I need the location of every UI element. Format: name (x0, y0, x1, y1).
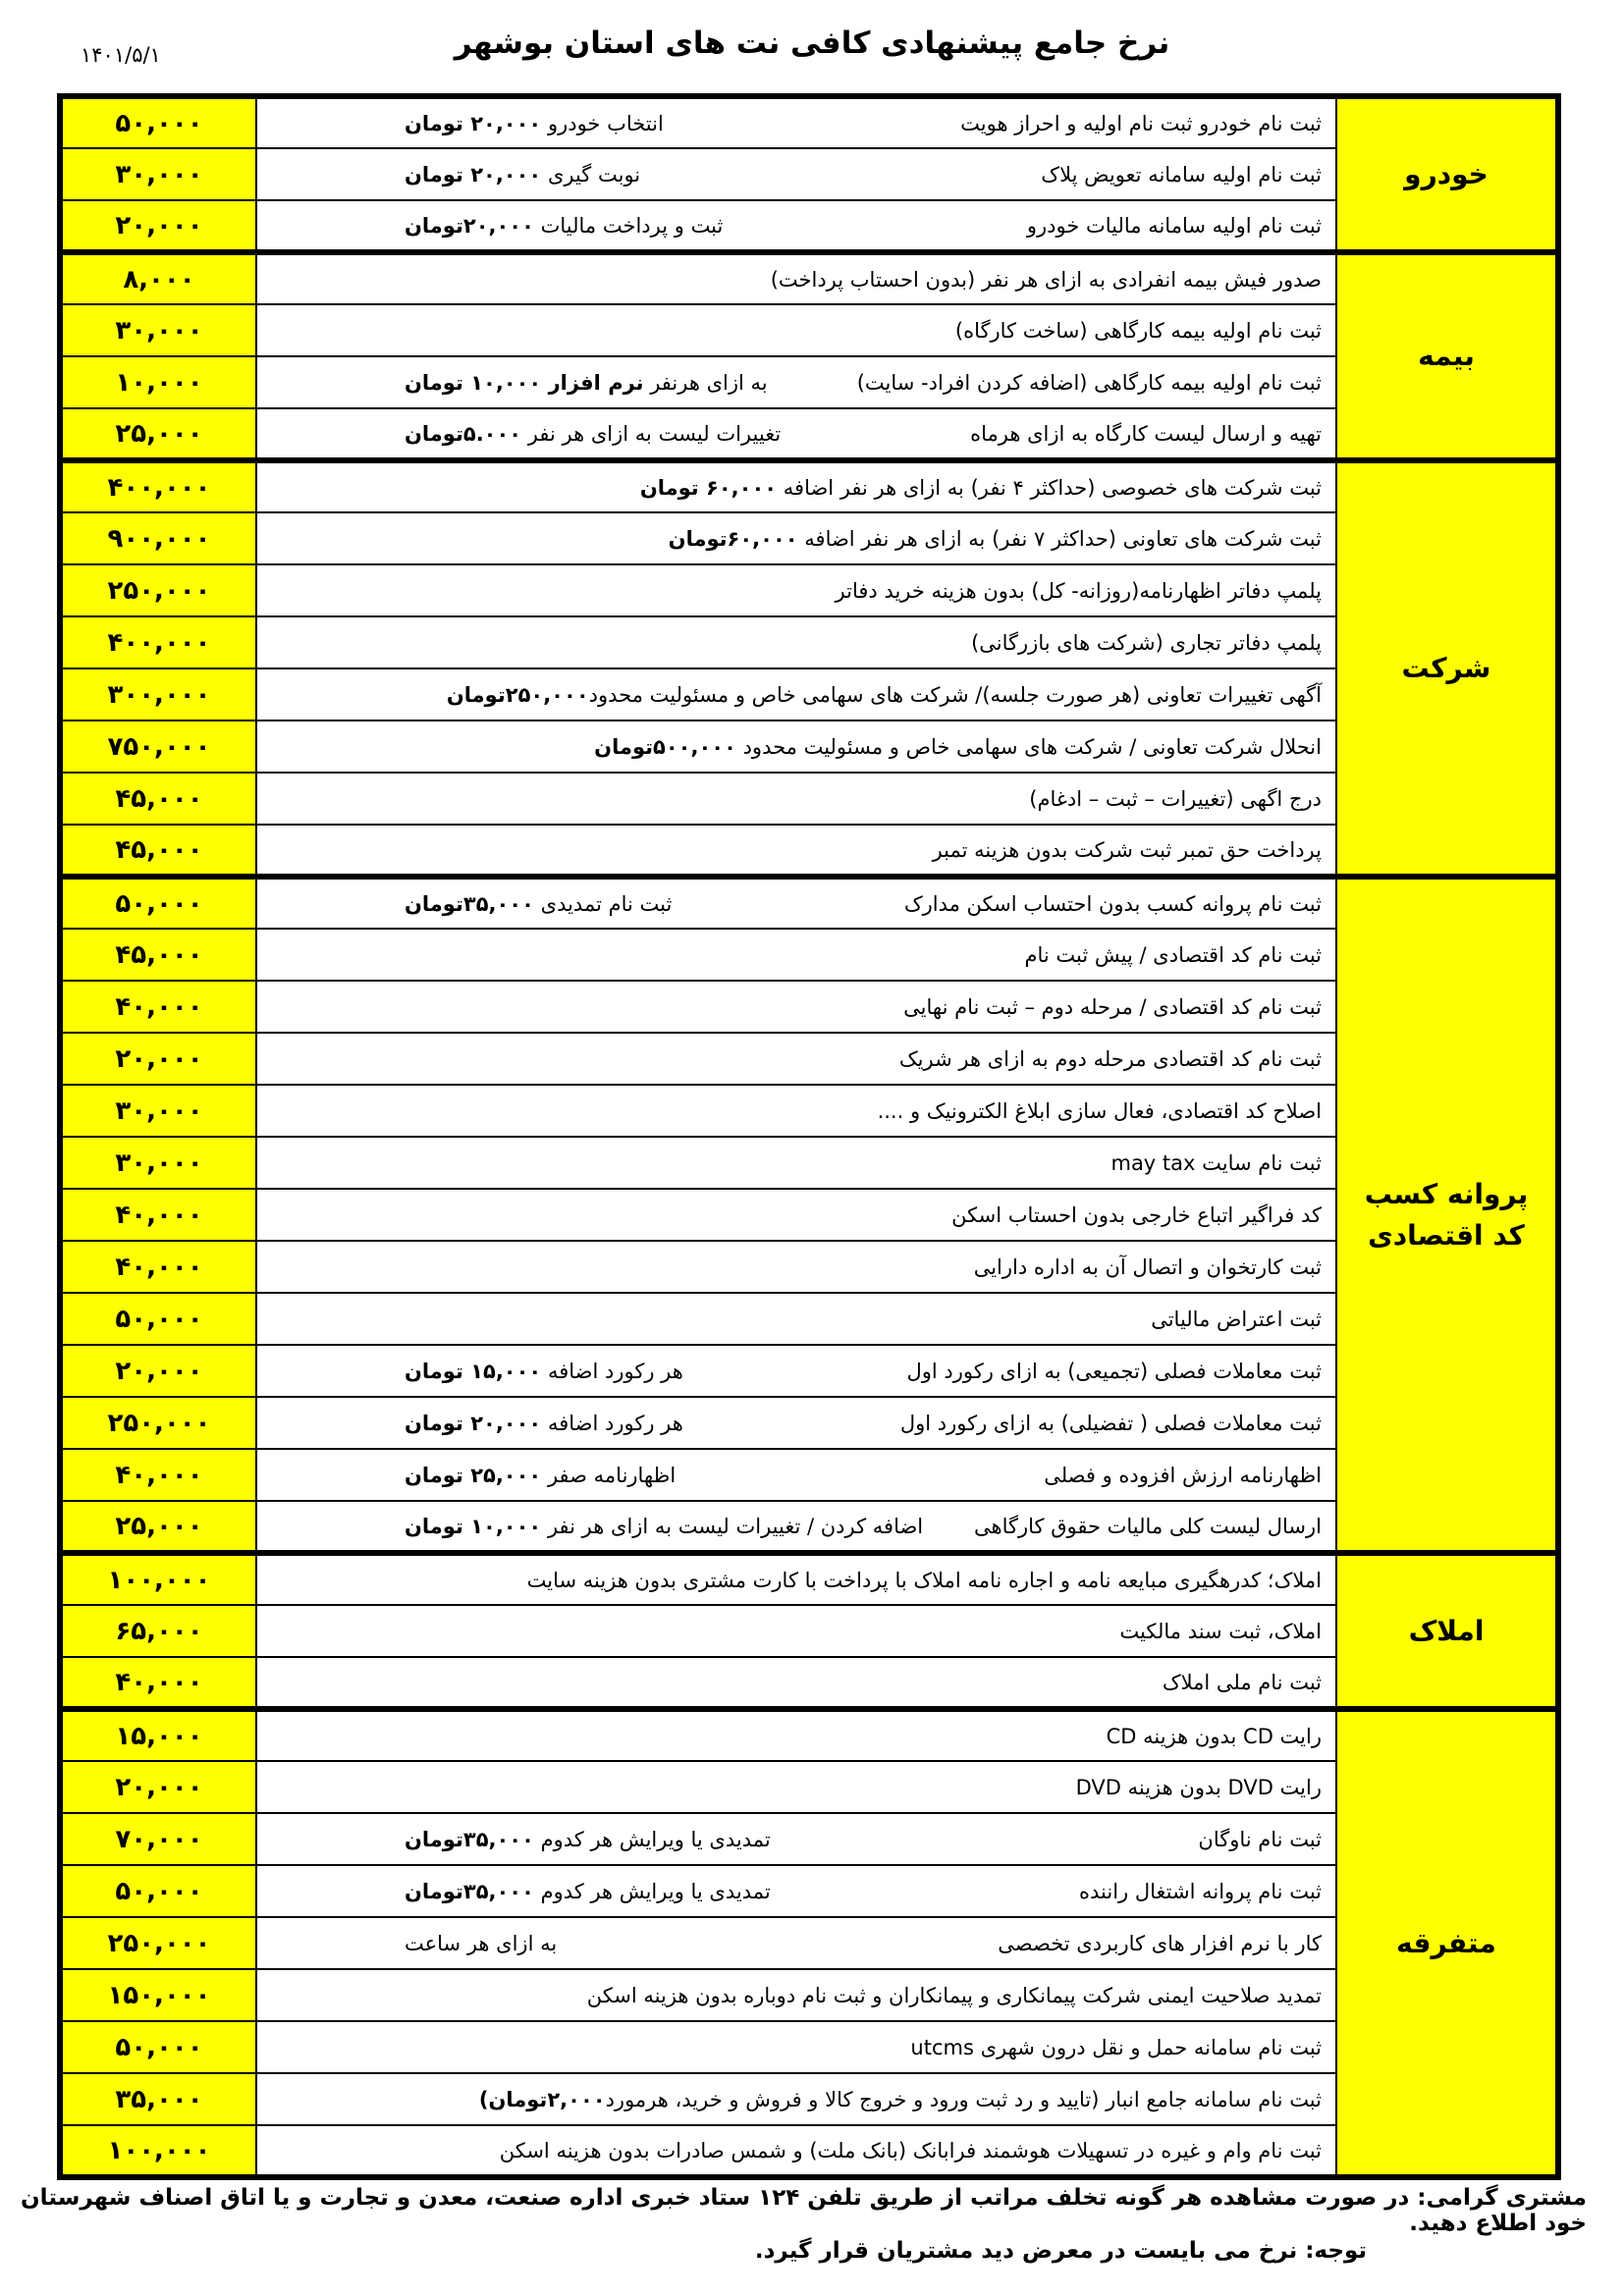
price-cell: ۳۰,۰۰۰ (60, 1085, 256, 1137)
table-row (60, 1605, 1558, 1657)
table-row (60, 1709, 1558, 1761)
table-row (60, 304, 1558, 356)
service-text: ثبت نام پروانه اشتغال راننده (1079, 1879, 1322, 1903)
table-row (60, 1657, 1558, 1709)
service-description (1027, 214, 1322, 238)
price-table (57, 93, 1561, 2180)
service-text: املاک؛ کدرهگیری مبایعه نامه و اجاره نامه املاک با پرداخت با کارت مشتری بدون هزینه سایت (526, 1568, 1322, 1592)
service-text: هر رکورد اضافه (541, 1411, 683, 1435)
table-row (60, 877, 1558, 929)
table-row (60, 1813, 1558, 1865)
service-text: تمدیدی یا ویرایش هر کدوم (533, 1879, 771, 1903)
service-description (479, 2088, 1322, 2111)
price-cell: ۵۰,۰۰۰ (60, 1293, 256, 1345)
service-text: تمدید صلاحیت ایمنی شرکت پیمانکاری و پیمانکاران و ثبت نام دوباره بدون هزینه اسکن (586, 1983, 1322, 2007)
service-description-cell (256, 1085, 1336, 1137)
service-description (974, 1255, 1322, 1279)
service-description (1163, 1671, 1322, 1694)
service-text: ثبت معاملات فصلی ( تفضیلی) به ازای رکورد اول (899, 1411, 1322, 1435)
table-row (60, 460, 1558, 512)
category-cell (1336, 460, 1558, 877)
service-text: اضافه کردن / تغییرات لیست به ازای هر نفر (541, 1514, 924, 1538)
service-description (1198, 1828, 1322, 1851)
table-row (60, 2073, 1558, 2125)
price-note (405, 163, 640, 187)
table-row (60, 1189, 1558, 1241)
table-row (60, 2125, 1558, 2177)
service-text: ثبت نام کد اقتصادی مرحله دوم به ازای هر شریک (898, 1046, 1322, 1071)
service-text: به ازای هر ساعت (405, 1931, 558, 1955)
service-description-cell (256, 1345, 1336, 1397)
service-description-cell (256, 1865, 1336, 1917)
service-text: پرداخت حق تمبر ثبت شرکت بدون هزینه تمبر (932, 837, 1322, 862)
service-description-cell (256, 1969, 1336, 2021)
price-cell: ۴۵,۰۰۰ (60, 773, 256, 825)
price-cell: ۲۵۰,۰۰۰ (60, 1397, 256, 1449)
price-cell: ۲۵,۰۰۰ (60, 1501, 256, 1553)
service-description-cell (256, 929, 1336, 981)
price-cell: ۴۵,۰۰۰ (60, 929, 256, 981)
price-note (405, 422, 781, 446)
price-note (405, 1360, 683, 1383)
table-row (60, 96, 1558, 148)
service-text: پلمپ دفاتر اظهارنامه(روزانه- کل) بدون هزینه خرید دفاتر (835, 578, 1322, 603)
service-description (1041, 163, 1322, 187)
service-description (955, 319, 1322, 343)
service-description (933, 838, 1322, 862)
category-label: کد اقتصادی (1368, 1218, 1525, 1252)
price-cell: ۲۵۰,۰۰۰ (60, 1917, 256, 1969)
service-text: انحلال شرکت تعاونی / شرکت های سهامی خاص و مسئولیت محدود (735, 734, 1322, 759)
price-note-bold-text: ۶۰,۰۰۰ تومان (639, 475, 778, 500)
price-note-bold-text: ۲۰,۰۰۰تومان (405, 213, 534, 238)
price-note-bold-text: ۲۰,۰۰۰ تومان (405, 162, 542, 187)
table-row (60, 981, 1558, 1033)
price-note-bold-text: ۳۵,۰۰۰تومان (405, 1879, 534, 1903)
service-text: ثبت شرکت های تعاونی (حداکثر ۷ نفر) به ازای هر نفر اضافه (797, 526, 1322, 551)
service-text: ثبت نام اولیه بیمه کارگاهی (ساخت کارگاه) (954, 318, 1322, 343)
price-cell: ۲۰,۰۰۰ (60, 1345, 256, 1397)
service-description-cell (256, 877, 1336, 929)
footer-note-display: توجه: نرخ می بایست در معرض دید مشتریان قرار گیرد. (754, 2238, 1367, 2264)
service-text: انتخاب خودرو (541, 111, 664, 135)
price-cell: ۳۰,۰۰۰ (60, 1137, 256, 1189)
service-description (594, 735, 1322, 759)
table-row (60, 1449, 1558, 1501)
price-table-body (60, 96, 1558, 2177)
price-cell: ۳۵,۰۰۰ (60, 2073, 256, 2125)
service-description (878, 1099, 1322, 1123)
price-cell: ۴۰۰,۰۰۰ (60, 460, 256, 512)
service-description-cell (256, 1189, 1336, 1241)
service-description-cell (256, 356, 1336, 408)
service-description (974, 1515, 1322, 1538)
table-row (60, 1501, 1558, 1553)
service-text: تمدیدی یا ویرایش هر کدوم (533, 1827, 771, 1851)
table-row (60, 1397, 1558, 1449)
price-cell: ۲۰,۰۰۰ (60, 1033, 256, 1085)
service-description (971, 631, 1322, 655)
table-row (60, 1085, 1558, 1137)
rate-table-container (63, 93, 1561, 2180)
service-description (1044, 1464, 1322, 1487)
category-cell (1336, 877, 1558, 1553)
service-description-cell (256, 96, 1336, 148)
service-description (900, 1412, 1322, 1435)
service-text: ثبت نام کد اقتصادی / پیش ثبت نام (1024, 942, 1322, 967)
service-text: ثبت نام اولیه سامانه تعویض پلاک (1041, 162, 1322, 187)
service-description (1151, 1308, 1322, 1331)
table-row (60, 1241, 1558, 1293)
service-text: ثبت شرکت های خصوصی (حداکثر ۴ نفر) به ازای هر نفر اضافه (777, 475, 1322, 500)
service-description (836, 579, 1322, 603)
service-description-cell (256, 1137, 1336, 1189)
table-row (60, 721, 1558, 773)
price-note-bold-text: نرم افزار ۱۰,۰۰۰ تومان (405, 370, 644, 395)
price-cell: ۴۰,۰۰۰ (60, 1189, 256, 1241)
price-note-bold-text: ۵۰۰,۰۰۰تومان (594, 734, 736, 759)
table-row (60, 148, 1558, 200)
service-text: رایت CD بدون هزینه CD (1106, 1724, 1322, 1748)
service-text: رایت DVD بدون هزینه DVD (1075, 1775, 1322, 1799)
table-row (60, 1865, 1558, 1917)
service-text: کار با نرم افزار های کاربردی تخصصی (998, 1931, 1322, 1955)
price-cell: ۲۰,۰۰۰ (60, 200, 256, 252)
service-text: ثبت نام تمدیدی (533, 891, 673, 916)
service-description (1110, 1151, 1322, 1175)
service-description-cell (256, 148, 1336, 200)
price-cell: ۱۰۰,۰۰۰ (60, 1553, 256, 1605)
service-text: هر رکورد اضافه (541, 1359, 683, 1383)
price-note-bold-text: ۳۵,۰۰۰تومان (405, 891, 534, 916)
table-row (60, 356, 1558, 408)
table-row (60, 1553, 1558, 1605)
service-description (1107, 1725, 1322, 1748)
table-row (60, 1917, 1558, 1969)
service-description-cell (256, 2021, 1336, 2073)
table-row (60, 1969, 1558, 2021)
page-title: نرخ جامع پیشنهادی کافی نت های استان بوشهر (454, 26, 1170, 61)
service-description (640, 476, 1322, 500)
table-row (60, 929, 1558, 981)
service-description (899, 1047, 1322, 1071)
price-cell: ۲۰,۰۰۰ (60, 1761, 256, 1813)
service-text: به ازای هرنفر (643, 370, 768, 395)
service-description-cell (256, 2125, 1336, 2177)
price-note-bold-text: ۲,۰۰۰تومان) (478, 2087, 606, 2111)
service-text: کد فراگیر اتباع خارجی بدون احستاب اسکن (951, 1202, 1322, 1227)
price-cell: ۵۰,۰۰۰ (60, 2021, 256, 2073)
price-note-bold-text: ۲۰,۰۰۰ تومان (405, 111, 542, 135)
table-row (60, 825, 1558, 877)
price-note-bold-text: ۲۵۰,۰۰۰تومان (446, 682, 589, 707)
table-row (60, 1761, 1558, 1813)
service-text: ثبت نام وام و غیره در تسهیلات هوشمند فرابانک (بانک ملت) و شمس صادرات بدون هزینه اسکن (499, 2138, 1322, 2163)
service-text: ثبت نام خودرو ثبت نام اولیه و احراز هویت (960, 111, 1322, 135)
service-text: ثبت معاملات فصلی (تجمیعی) به ازای رکورد اول (906, 1359, 1322, 1383)
price-cell: ۴۵,۰۰۰ (60, 825, 256, 877)
service-description-cell (256, 252, 1336, 304)
service-description-cell (256, 1813, 1336, 1865)
price-cell: ۴۰,۰۰۰ (60, 1449, 256, 1501)
service-text: اظهارنامه ارزش افزوده و فصلی (1044, 1463, 1322, 1487)
category-label: خودرو (1404, 157, 1489, 190)
price-cell: ۱۵,۰۰۰ (60, 1709, 256, 1761)
price-cell: ۲۵,۰۰۰ (60, 408, 256, 460)
service-description-cell (256, 460, 1336, 512)
service-text: ثبت نام سایت may tax (1110, 1150, 1322, 1175)
price-note (405, 371, 768, 395)
service-text: پلمپ دفاتر تجاری (شرکت های بازرگانی) (971, 630, 1322, 655)
service-description-cell (256, 1917, 1336, 1969)
price-note (405, 112, 664, 135)
service-description (910, 2036, 1322, 2059)
service-description (951, 1203, 1322, 1227)
price-note-bold-text: ۶۰,۰۰۰تومان (668, 526, 798, 551)
service-description-cell (256, 1241, 1336, 1293)
service-description-cell (256, 1501, 1336, 1553)
service-text: ثبت نام ناوگان (1198, 1827, 1322, 1851)
service-description (669, 527, 1322, 551)
footer-note-violation: مشتری گرامی: در صورت مشاهده هر گونه تخلف مراتب از طریق تلفن ۱۲۴ ستاد خبری اداره صنعت، معدن و تجارت و یا اتاق اصناف شهرستان خود اطلاع دهید. (21, 2185, 1587, 2236)
service-text: ثبت نام سامانه جامع انبار (تایید و رد ثبت ورود و خروج کالا و فروش و خرید، هرمورد (605, 2087, 1322, 2111)
category-label: املاک (1408, 1614, 1485, 1647)
price-cell: ۵۰,۰۰۰ (60, 96, 256, 148)
service-text: ثبت اعتراض مالیاتی (1151, 1307, 1322, 1331)
service-description (1119, 1620, 1322, 1643)
service-text: ثبت نام کد اقتصادی / مرحله دوم – ثبت نام نهایی (903, 994, 1322, 1019)
price-note (405, 1515, 923, 1538)
table-row (60, 668, 1558, 721)
price-note-bold-text: ۲۰,۰۰۰ تومان (405, 1411, 542, 1435)
service-text: اصلاح کد اقتصادی، فعال سازی ابلاغ الکترونیک و .... (877, 1098, 1322, 1123)
price-note (405, 1412, 683, 1435)
price-cell: ۱۰,۰۰۰ (60, 356, 256, 408)
price-cell: ۱۵۰,۰۰۰ (60, 1969, 256, 2021)
table-row (60, 2021, 1558, 2073)
service-description (1076, 1776, 1322, 1799)
table-row (60, 564, 1558, 616)
category-label: بیمه (1418, 340, 1475, 372)
service-description-cell (256, 825, 1336, 877)
price-cell: ۳۰۰,۰۰۰ (60, 668, 256, 721)
service-description (903, 995, 1322, 1019)
service-description-cell (256, 773, 1336, 825)
service-description-cell (256, 1761, 1336, 1813)
service-description-cell (256, 668, 1336, 721)
service-text: تهیه و ارسال لیست کارگاه به ازای هرماه (970, 421, 1322, 446)
service-description-cell (256, 1449, 1336, 1501)
service-description-cell (256, 564, 1336, 616)
service-description-cell (256, 1293, 1336, 1345)
service-text: تغییرات لیست به ازای هر نفر (521, 421, 782, 446)
service-description-cell (256, 1553, 1336, 1605)
table-row (60, 252, 1558, 304)
service-description (904, 892, 1322, 916)
service-description-cell (256, 408, 1336, 460)
table-row (60, 200, 1558, 252)
service-description-cell (256, 981, 1336, 1033)
service-text: ثبت کارتخوان و اتصال آن به اداره دارایی (973, 1255, 1322, 1279)
price-note (405, 1464, 676, 1487)
service-description (527, 1569, 1322, 1592)
price-note-bold-text: ۱۰,۰۰۰ تومان (405, 1514, 542, 1538)
service-description (500, 2139, 1322, 2163)
price-cell: ۸,۰۰۰ (60, 252, 256, 304)
price-note-bold-text: ۲۵,۰۰۰ تومان (405, 1463, 542, 1487)
category-cell (1336, 252, 1558, 460)
service-description-cell (256, 1605, 1336, 1657)
service-description (1025, 943, 1322, 967)
price-cell: ۶۵,۰۰۰ (60, 1605, 256, 1657)
service-description (447, 683, 1322, 707)
service-description-cell (256, 304, 1336, 356)
price-note (405, 892, 672, 916)
price-note-bold-text: ۵.۰۰۰تومان (405, 421, 522, 446)
category-cell (1336, 1553, 1558, 1709)
service-text: ثبت نام پروانه کسب بدون احتساب اسکن مدارک (903, 891, 1322, 916)
service-description (970, 422, 1322, 446)
service-text: درج اگهی (تغییرات – ثبت – ادغام) (1029, 786, 1322, 811)
service-description-cell (256, 512, 1336, 564)
service-text: ثبت نام اولیه بیمه کارگاهی (اضافه کردن افراد- سایت) (856, 370, 1322, 395)
service-text: ثبت نام اولیه سامانه مالیات خودرو (1026, 213, 1322, 238)
category-label: پروانه کسب (1364, 1177, 1529, 1210)
price-cell: ۷۵۰,۰۰۰ (60, 721, 256, 773)
service-description (998, 1932, 1322, 1955)
service-text: اظهارنامه صفر (541, 1463, 677, 1487)
price-cell: ۷۰,۰۰۰ (60, 1813, 256, 1865)
table-row (60, 512, 1558, 564)
price-note (405, 1932, 557, 1955)
table-row (60, 616, 1558, 668)
table-row (60, 1345, 1558, 1397)
service-description-cell (256, 1657, 1336, 1709)
category-label: متفرقه (1396, 1926, 1496, 1959)
service-description (771, 268, 1322, 292)
category-cell (1336, 96, 1558, 252)
price-note (405, 214, 723, 238)
service-text: ارسال لیست کلی مالیات حقوق کارگاهی (974, 1514, 1322, 1538)
price-cell: ۲۵۰,۰۰۰ (60, 564, 256, 616)
price-note (405, 1828, 771, 1851)
table-row (60, 1293, 1558, 1345)
service-description-cell (256, 616, 1336, 668)
table-row (60, 773, 1558, 825)
price-cell: ۳۰,۰۰۰ (60, 148, 256, 200)
service-description (587, 1984, 1322, 2007)
price-cell: ۴۰۰,۰۰۰ (60, 616, 256, 668)
table-row (60, 1137, 1558, 1189)
price-note-bold-text: ۱۵,۰۰۰ تومان (405, 1359, 542, 1383)
service-text: ثبت و پرداخت مالیات (533, 213, 724, 238)
price-cell: ۵۰,۰۰۰ (60, 1865, 256, 1917)
category-cell (1336, 1709, 1558, 2177)
service-description (857, 371, 1322, 395)
service-text: نوبت گیری (541, 162, 641, 187)
price-cell: ۳۰,۰۰۰ (60, 304, 256, 356)
service-description-cell (256, 200, 1336, 252)
service-description-cell (256, 721, 1336, 773)
service-description-cell (256, 1709, 1336, 1761)
document-date: ۱۴۰۱/۵/۱ (81, 43, 161, 67)
service-description (960, 112, 1322, 135)
service-description (1029, 787, 1322, 811)
service-text: آگهی تغییرات تعاونی (هر صورت جلسه)/ شرکت های سهامی خاص و مسئولیت محدود (588, 682, 1322, 707)
price-cell: ۹۰۰,۰۰۰ (60, 512, 256, 564)
service-text: ثبت نام ملی املاک (1162, 1670, 1322, 1694)
service-description-cell (256, 2073, 1336, 2125)
price-cell: ۴۰,۰۰۰ (60, 1241, 256, 1293)
price-cell: ۴۰,۰۰۰ (60, 1657, 256, 1709)
service-text: صدور فیش بیمه انفرادی به ازای هر نفر (بدون احستاب پرداخت) (770, 267, 1322, 292)
category-label: شرکت (1401, 652, 1491, 684)
service-description (906, 1360, 1322, 1383)
price-cell: ۴۰,۰۰۰ (60, 981, 256, 1033)
service-text: ثبت نام سامانه حمل و نقل درون شهری utcms (910, 2035, 1322, 2059)
price-cell: ۱۰۰,۰۰۰ (60, 2125, 256, 2177)
price-note (405, 1880, 771, 1903)
service-text: املاک، ثبت سند مالکیت (1119, 1619, 1322, 1643)
service-description-cell (256, 1033, 1336, 1085)
service-description-cell (256, 1397, 1336, 1449)
service-description (1079, 1880, 1322, 1903)
price-note-bold-text: ۳۵,۰۰۰تومان (405, 1827, 534, 1851)
table-row (60, 408, 1558, 460)
table-row (60, 1033, 1558, 1085)
price-cell: ۵۰,۰۰۰ (60, 877, 256, 929)
